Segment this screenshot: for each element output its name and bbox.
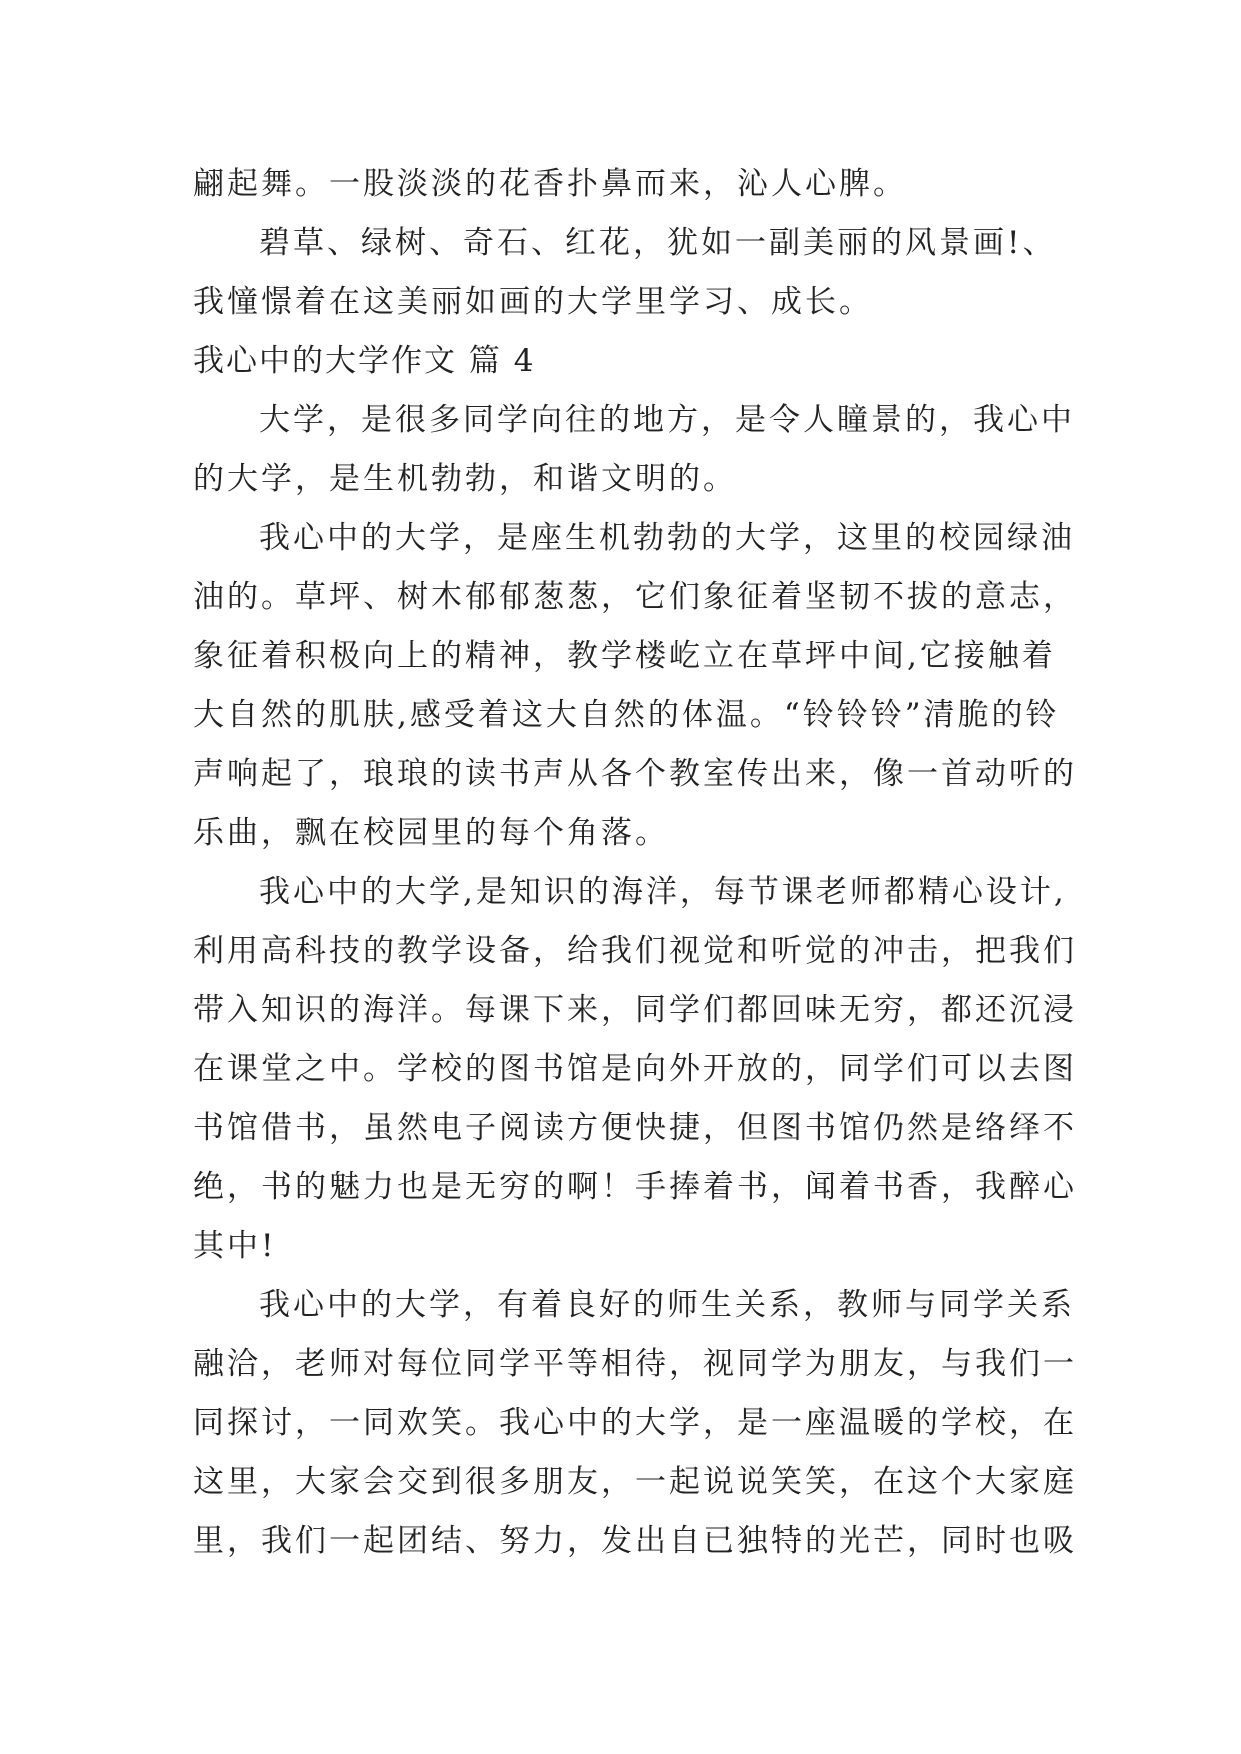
- text-line: 我心中的大学，是座生机勃勃的大学，这里的校园绿油: [259, 520, 1075, 556]
- section-heading: 我心中的大学作文 篇 4: [193, 343, 536, 379]
- text-line: 大学，是很多同学向往的地方，是令人瞳景的，我心中: [259, 402, 1075, 438]
- text-line: 在课堂之中。学校的图书馆是向外开放的，同学们可以去图: [193, 1051, 1077, 1087]
- text-line: 油的。草坪、树木郁郁葱葱，它们象征着坚韧不拔的意志，: [193, 579, 1077, 615]
- text-line: 翩起舞。一股淡淡的花香扑鼻而来，沁人心脾。: [193, 166, 907, 202]
- essay-body: [193, 155, 1077, 1571]
- text-line: 的大学，是生机勃勃，和谐文明的。: [193, 461, 737, 497]
- text-line: 其中!: [193, 1228, 277, 1264]
- text-line: 碧草、绿树、奇石、红花，犹如一副美丽的风景画!、: [259, 225, 1057, 261]
- text-line: 象征着积极向上的精神，教学楼屹立在草坪中间,它接触着: [193, 638, 1056, 674]
- text-line: 带入知识的海洋。每课下来，同学们都回味无穷，都还沉浸: [193, 992, 1077, 1028]
- text-line: 这里，大家会交到很多朋友，一起说说笑笑，在这个大家庭: [193, 1464, 1077, 1500]
- text-line: 我心中的大学，有着良好的师生关系，教师与同学关系: [259, 1287, 1075, 1323]
- text-line: 融洽，老师对每位同学平等相待，视同学为朋友，与我们一: [193, 1346, 1077, 1382]
- text-line: 声响起了，琅琅的读书声从各个教室传出来，像一首动听的: [193, 756, 1077, 792]
- text-line: 大自然的肌肤,感受着这大自然的体温。“铃铃铃”清脆的铃: [193, 697, 1060, 733]
- text-line: 我心中的大学,是知识的海洋，每节课老师都精心设计,: [259, 874, 1067, 910]
- text-line: 同探讨，一同欢笑。我心中的大学，是一座温暖的学校，在: [193, 1405, 1077, 1441]
- text-line: 利用高科技的教学设备，给我们视觉和听觉的冲击，把我们: [193, 933, 1077, 969]
- text-line: 里，我们一起团结、努力，发出自已独特的光芒，同时也吸: [193, 1523, 1077, 1559]
- text-line: 乐曲，飘在校园里的每个角落。: [193, 815, 669, 851]
- text-line: 绝，书的魅力也是无穷的啊！手捧着书，闻着书香，我醉心: [193, 1169, 1077, 1205]
- text-line: 书馆借书，虽然电子阅读方便快捷，但图书馆仍然是络绎不: [193, 1110, 1077, 1146]
- text-line: 我憧憬着在这美丽如画的大学里学习、成长。: [193, 284, 873, 320]
